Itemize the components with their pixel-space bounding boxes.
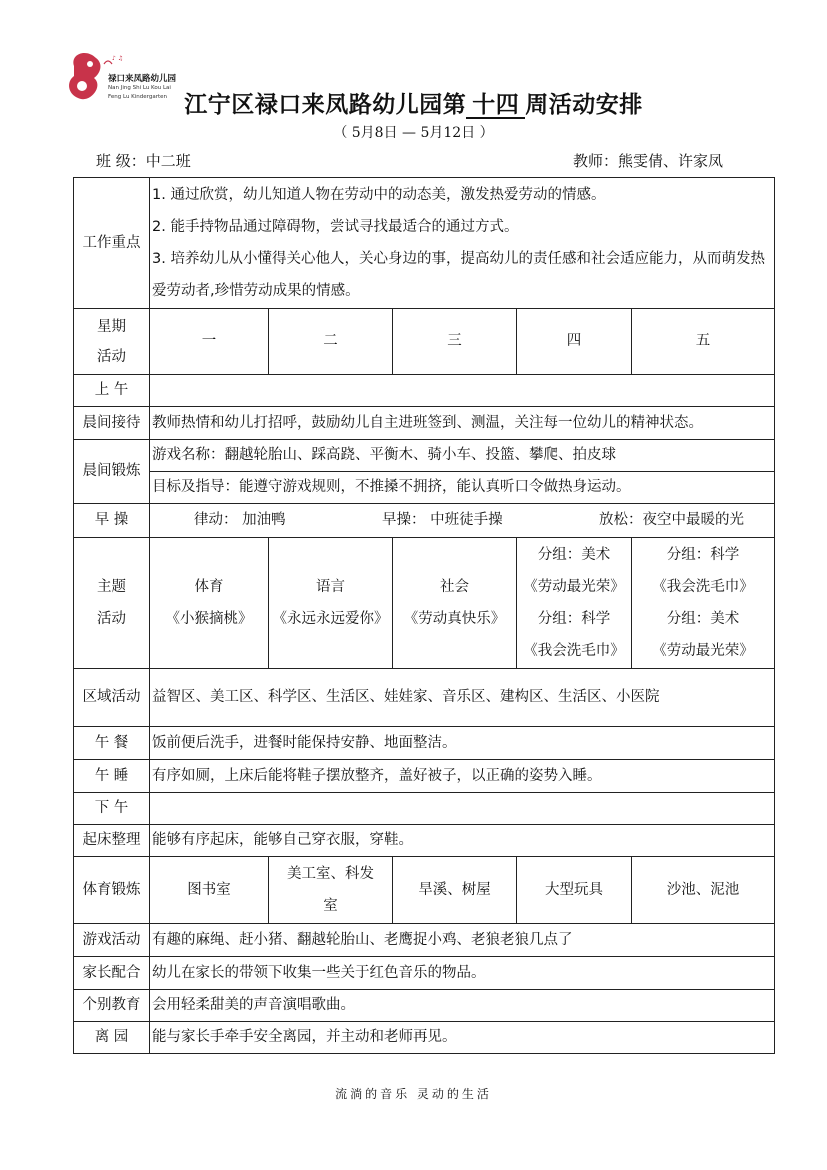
empty-cell: [150, 793, 775, 825]
weekday-cell: 四: [517, 309, 632, 375]
drill-exercise: 早操： 中班徒手操: [382, 512, 503, 528]
title-suffix: 周活动安排: [525, 91, 643, 118]
svg-text:♪ ♫: ♪ ♫: [112, 55, 124, 62]
page-title: [0, 86, 827, 119]
parent-text: 幼儿在家长的带领下收集一些关于红色音乐的物品。: [150, 957, 775, 990]
table-row: [74, 924, 775, 957]
weekday-label-bottom: 活动: [97, 348, 126, 365]
logo-name-en: Nan Jing Shi Lu Kou Lai Feng Lu Kindergarten: [108, 85, 171, 100]
lunch-label: 午 餐: [74, 727, 150, 760]
table-row: [74, 407, 775, 440]
nap-label: 午 睡: [74, 760, 150, 793]
footer-slogan: 流淌的音乐 灵动的生活: [335, 1087, 492, 1101]
table-row: [74, 727, 775, 760]
drill-cell: [150, 504, 775, 538]
drill-relax: 放松：夜空中最暖的光: [599, 512, 744, 528]
theme-line: 社会: [440, 579, 469, 595]
table-row: [74, 957, 775, 990]
morning-label: 上 午: [74, 375, 150, 407]
individual-label: 个别教育: [74, 990, 150, 1022]
theme-line: 语言: [316, 579, 345, 595]
date-range: （ 5月8日 — 5月12日 ）: [333, 125, 494, 141]
theme-line: 《劳动最光荣》: [523, 579, 625, 595]
table-row: [74, 440, 775, 472]
theme-cell: [517, 538, 632, 669]
pe-cell: 旱溪、树屋: [393, 857, 517, 924]
weekday-label-top: 星期: [97, 318, 126, 335]
weekly-plan-table: [73, 177, 775, 1054]
title-prefix: 江宁区禄口来凤路幼儿园第: [184, 91, 467, 118]
reception-label: 晨间接待: [74, 407, 150, 440]
theme-line: 分组：美术: [666, 611, 740, 627]
table-row: [74, 990, 775, 1022]
table-row: [74, 309, 775, 375]
theme-line: 体育: [194, 579, 224, 595]
focus-cell: [150, 178, 775, 309]
reception-text: 教师热情和幼儿打招呼，鼓励幼儿自主进班签到、测温，关注每一位幼儿的精神状态。: [150, 407, 775, 440]
title-week: 十四: [466, 93, 525, 119]
theme-line: 《我会洗毛巾》: [652, 579, 754, 595]
wake-text: 能够有序起床，能够自己穿衣服，穿鞋。: [150, 825, 775, 857]
drill-rhythm: 律动： 加油鸭: [194, 512, 286, 528]
logo-name-cn: 禄口来凤路幼儿园: [108, 74, 177, 84]
table-row: [74, 793, 775, 825]
afternoon-label: 下 午: [74, 793, 150, 825]
theme-line: 《我会洗毛巾》: [523, 643, 625, 659]
individual-text: 会用轻柔甜美的声音演唱歌曲。: [150, 990, 775, 1022]
leave-label: 离 园: [74, 1022, 150, 1054]
table-row: [74, 472, 775, 504]
table-row: [74, 760, 775, 793]
game-label: 游戏活动: [74, 924, 150, 957]
theme-line: 《永远永远爱你》: [272, 611, 389, 627]
focus-label: 工作重点: [74, 178, 150, 309]
area-label: 区域活动: [74, 669, 150, 727]
theme-line: 《劳动最光荣》: [652, 643, 754, 659]
parent-label: 家长配合: [74, 957, 150, 990]
focus-item: 2. 能手持物品通过障碍物，尝试寻找最适合的通过方式。: [152, 219, 519, 235]
table-row: [74, 504, 775, 538]
theme-label-top: 主题: [97, 579, 126, 595]
theme-line: 《小猴摘桃》: [165, 611, 253, 627]
exercise-goal: 目标及指导：能遵守游戏规则，不推搡不拥挤，能认真听口令做热身运动。: [150, 472, 775, 504]
table-row: [74, 178, 775, 309]
theme-line: 分组：科学: [666, 547, 740, 563]
theme-cell: [269, 538, 393, 669]
table-row: [74, 857, 775, 924]
pe-cell: 图书室: [150, 857, 269, 924]
game-text: 有趣的麻绳、赶小猪、翻越轮胎山、老鹰捉小鸡、老狼老狼几点了: [150, 924, 775, 957]
teacher-label: 教师：熊雯倩、许家凤: [573, 152, 724, 170]
weekday-cell: 二: [269, 309, 393, 375]
empty-cell: [150, 375, 775, 407]
weekday-cell: 三: [393, 309, 517, 375]
table-row: [74, 825, 775, 857]
weekday-cell: 一: [150, 309, 269, 375]
weekday-header: [74, 309, 150, 375]
theme-label-bottom: 活动: [97, 611, 126, 627]
focus-item: 1. 通过欣赏，幼儿知道人物在劳动中的动态美，激发热爱劳动的情感。: [152, 187, 606, 203]
pe-cell: 沙池、泥池: [632, 857, 775, 924]
drill-label: 早 操: [74, 504, 150, 538]
theme-label: [74, 538, 150, 669]
wake-label: 起床整理: [74, 825, 150, 857]
pe-cell: 美工室、科发室: [269, 857, 393, 924]
exercise-label: 晨间锻炼: [74, 440, 150, 504]
theme-line: 分组：科学: [537, 611, 611, 627]
table-row: [74, 669, 775, 727]
focus-item: 3. 培养幼儿从小懂得关心他人，关心身边的事，提高幼儿的责任感和社会适应能力，从而萌发热爱劳动者,珍惜劳动成果的情感。: [152, 251, 765, 299]
pe-cell: 大型玩具: [517, 857, 632, 924]
nap-text: 有序如厕，上床后能将鞋子摆放整齐，盖好被子，以正确的姿势入睡。: [150, 760, 775, 793]
lunch-text: 饭前便后洗手，进餐时能保持安静、地面整洁。: [150, 727, 775, 760]
theme-cell: [393, 538, 517, 669]
theme-cell: [632, 538, 775, 669]
table-row: [74, 1022, 775, 1054]
pe-label: 体育锻炼: [74, 857, 150, 924]
area-text: 益智区、美工区、科学区、生活区、娃娃家、音乐区、建构区、生活区、小医院: [150, 669, 775, 727]
leave-text: 能与家长手牵手安全离园，并主动和老师再见。: [150, 1022, 775, 1054]
theme-line: 《劳动真快乐》: [403, 611, 506, 627]
exercise-games: 游戏名称：翻越轮胎山、踩高跷、平衡木、骑小车、投篮、攀爬、拍皮球: [150, 440, 775, 472]
theme-line: 分组：美术: [537, 547, 611, 563]
theme-cell: [150, 538, 269, 669]
weekday-cell: 五: [632, 309, 775, 375]
table-row: [74, 538, 775, 669]
class-label: 班 级：中二班: [96, 152, 191, 170]
table-row: [74, 375, 775, 407]
